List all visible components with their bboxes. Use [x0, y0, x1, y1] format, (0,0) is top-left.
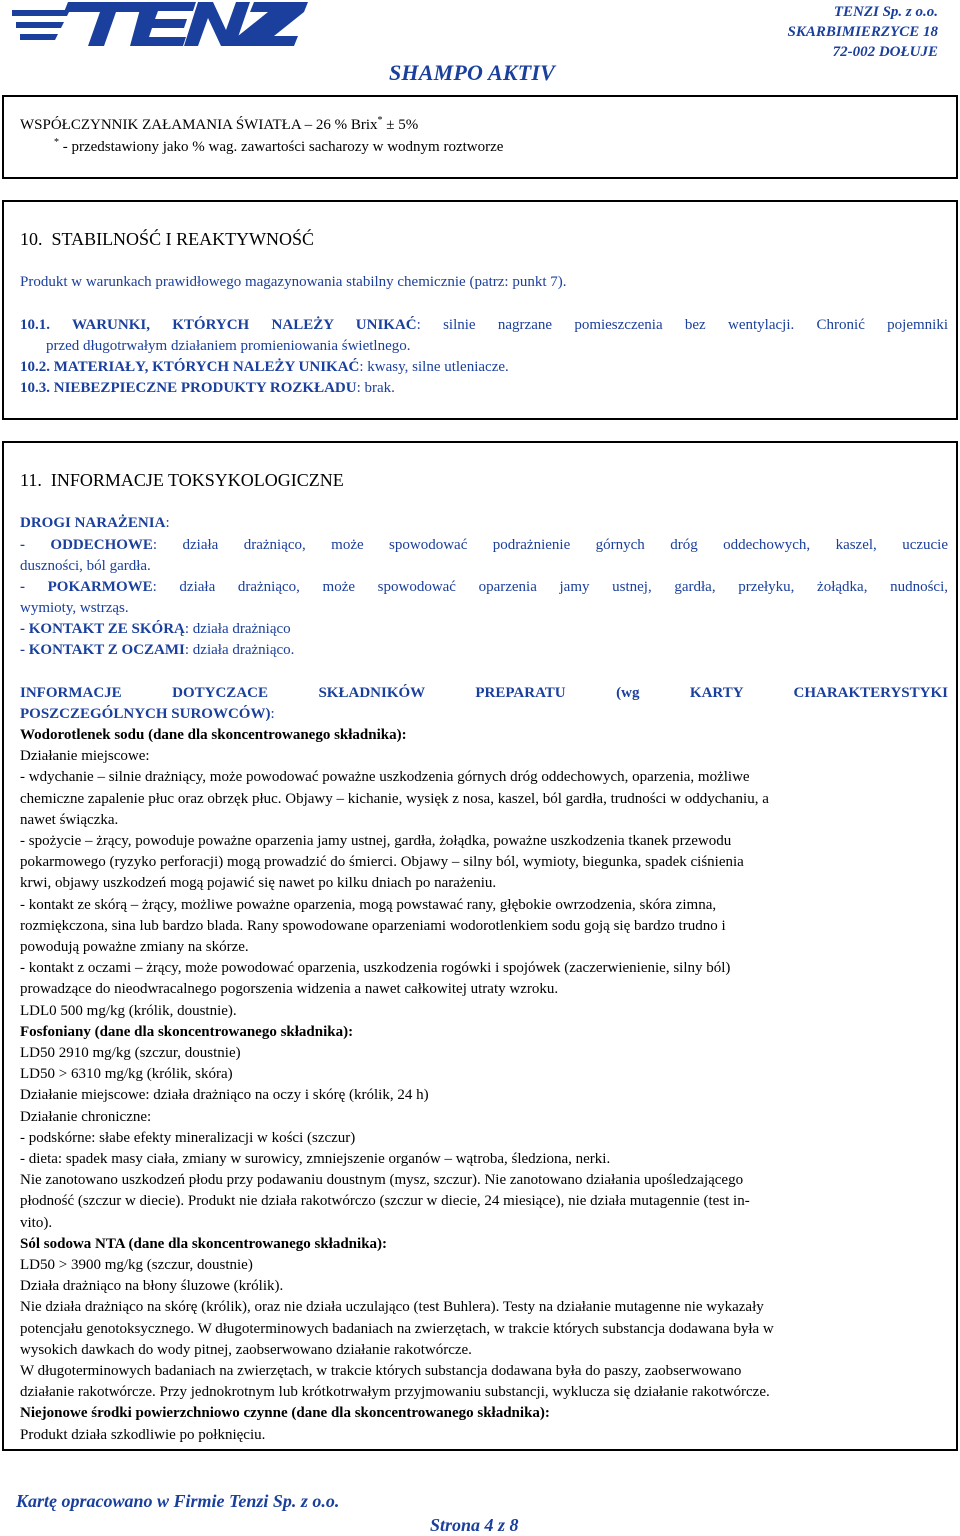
tox-line: pokarmowego (ryzyko perforacji) mogą prowadzić do śmierci. Objawy – silny ból, wymioty, biegunka, spadek ciśnienia [20, 854, 744, 871]
company-city: 72-002 DOŁUJE [832, 44, 938, 60]
section-11-number: 11. [20, 470, 42, 490]
eye-label: - KONTAKT Z OCZAMI [20, 642, 185, 658]
eye-text: : działa drażniąco. [184, 642, 295, 658]
tox-line: - dieta: spadek masy ciała, zmiany w surowicy, zmniejszenie organów – wątroba, śledziona, nerki. [20, 1151, 611, 1167]
oral-route [20, 577, 948, 598]
tox-line: płodność (szczur w diecie). Produkt nie działa rakotwórczo (szczur w diecie, 24 miesiące), nie działa mutagennie (test in- [20, 1193, 750, 1210]
section-11-heading [20, 470, 344, 491]
tox-line: LD50 > 6310 mg/kg (królik, skóra) [20, 1066, 233, 1083]
tox-line: Działanie chroniczne: [20, 1108, 152, 1125]
tox-line: działanie rakotwórcze. Przy jednokrotnym lub krótkotrwałym przyjmowaniu substancji, wyklucza się działanie rakotwórcze. [20, 1384, 770, 1401]
routes-label: DROGI NARAŻENIA [20, 515, 166, 531]
section-10-box [2, 200, 958, 420]
oral-text: : działa drażniąco, może spowodować oparzenia jamy ustnej, gardła, przełyku, żołądka, nudności, [152, 579, 948, 595]
company-name: TENZI Sp. z o.o. [833, 4, 938, 20]
tox-line: - kontakt z oczami – żrący, może powodować oparzenia, uszkodzenia rogówki i spojówek (zaczerwienienie, silny ból) [20, 960, 731, 977]
oral-cont: wymioty, wstrząs. [20, 600, 129, 616]
section-10-2 [20, 357, 509, 378]
tox-line: powodują poważne zmiany na skórze. [20, 939, 249, 955]
routes-colon: : [165, 515, 170, 531]
tox-line: krwi, objawy uszkodzeń mogą pojawić się nawet po kilku dniach po narażeniu. [20, 875, 497, 892]
section-11-title: INFORMACJE TOKSYKOLOGICZNE [50, 470, 344, 490]
tox-line: Fosfoniany (dane dla skoncentrowanego składnika): [20, 1023, 354, 1040]
skin-label: - KONTAKT ZE SKÓRĄ [20, 621, 185, 637]
routes-heading [20, 513, 170, 534]
section-11-box [2, 441, 958, 1451]
company-address [788, 2, 938, 62]
tox-line: nawet świączka. [20, 811, 119, 828]
tox-line: Działanie miejscowe: działa drażniąco na oczy i skórę (królik, 24 h) [20, 1087, 429, 1104]
section-10-3-text: : brak. [356, 380, 395, 396]
tox-line: - spożycie – żrący, powoduje poważne oparzenia jamy ustnej, gardła, żołądka, poważne uszkodzenia tkanek przewodu [20, 833, 732, 849]
footnote-text: - przedstawiony jako % wag. zawartości sacharozy w wodnym roztworze [59, 139, 504, 155]
tox-line: Działa drażniąco na błony śluzowe (królik). [20, 1278, 284, 1295]
skin-text: : działa drażniąco [184, 621, 291, 637]
tox-line: prowadzące do nieodwracalnego pogorszenia widzenia a nawet całkowitej utraty wzroku. [20, 981, 559, 998]
tox-line: Działanie miejscowe: [20, 748, 150, 765]
tox-line: Produkt działa szkodliwie po połknięciu. [20, 1426, 266, 1443]
tox-line: rozmiękczona, sina lub bardzo blada. Rany spowodowane oparzeniami wodorotlenkiem sodu goją się bardzo trudno i [20, 917, 726, 934]
tox-line: Nie zanotowano uszkodzeń płodu przy podawaniu doustnym (mysz, szczur). Nie zanotowano działania upośledzającego [20, 1172, 744, 1189]
tox-line: Niejonowe środki powierzchniowo czynne (dane dla skoncentrowanego składnika): [20, 1405, 550, 1422]
oral-label: - POKARMOWE [20, 579, 153, 595]
tox-line: vito). [20, 1214, 53, 1231]
product-name: SHAMPO AKTIV [389, 60, 556, 85]
inhalation-route [20, 535, 948, 556]
footnote-asterisk: * [54, 137, 59, 148]
section-10-1 [20, 315, 948, 336]
ingredients-colon: : [270, 706, 275, 722]
refraction-asterisk: * [377, 115, 383, 126]
skin-route [20, 619, 291, 640]
section-10-1-label: 10.1. WARUNKI, KTÓRYCH NALEŻY UNIKAĆ [20, 317, 417, 333]
company-street: SKARBIMIERZYCE 18 [787, 24, 938, 40]
tox-line: Sól sodowa NTA (dane dla skoncentrowanego składnika): [20, 1235, 388, 1252]
section-10-2-text: : kwasy, silne utleniacze. [359, 359, 509, 375]
tox-line: LD50 > 3900 mg/kg (szczur, doustnie) [20, 1257, 253, 1273]
tox-line: - kontakt ze skórą – żrący, możliwe poważne oparzenia, mogą powstawać rany, głębokie owrzodzenia, skóra zimna, [20, 896, 717, 913]
tox-line: wysokich dawkach do wody pitnej, zaobserwowano działanie rakotwórcze. [20, 1341, 472, 1358]
inhalation-cont: duszności, ból gardła. [20, 558, 151, 574]
ingredients-heading-line2 [20, 704, 275, 725]
section-10-3 [20, 378, 395, 399]
section-10-1-text: : silnie nagrzane pomieszczenia bez wentylacji. Chronić pojemniki [416, 317, 948, 333]
tox-line: LD50 2910 mg/kg (szczur, doustnie) [20, 1045, 241, 1061]
refraction-line [20, 115, 418, 136]
tox-line: W długoterminowych badaniach na zwierzętach, w trakcie których substancja dodawana była do paszy, zaobserwowano [20, 1363, 742, 1379]
footer-page-number: Strona 4 z 8 [430, 1515, 519, 1535]
section-10-number: 10. [20, 229, 43, 249]
refraction-text: WSPÓŁCZYNNIK ZAŁAMANIA ŚWIATŁA – 26 % Brix [20, 117, 378, 133]
footer-prepared-by: Kartę opracowano w Firmie Tenzi Sp. z o.o. [16, 1491, 340, 1511]
eye-route [20, 640, 294, 661]
section-10-3-label: 10.3. NIEBEZPIECZNE PRODUKTY ROZKŁADU [20, 380, 357, 396]
tox-line: potencjału genotoksycznego. W długoterminowych badaniach na zwierzętach, w trakcie których substancja dodawana była w [20, 1320, 774, 1337]
refraction-footnote [54, 137, 503, 158]
refraction-tolerance: ± 5% [382, 117, 419, 133]
tox-line: - podskórne: słabe efekty mineralizacji w kości (szczur) [20, 1129, 356, 1146]
tox-line: Wodorotlenek sodu (dane dla skoncentrowanego składnika): [20, 727, 407, 743]
tox-line: LDL0 500 mg/kg (królik, doustnie). [20, 1002, 237, 1019]
section-10-intro: Produkt w warunkach prawidłowego magazynowania stabilny chemicznie (patrz: punkt 7). [20, 274, 567, 290]
tox-line: - wdychanie – silnie drażniący, może powodować poważne uszkodzenia górnych dróg oddechowych, oparzenia, możliwe [20, 769, 750, 786]
ingredients-heading-tail: POSZCZEGÓLNYCH SUROWCÓW) [20, 706, 271, 722]
section-10-1-cont: przed długotrwałym działaniem promieniowania świetlnego. [46, 338, 411, 354]
section-10-heading [20, 229, 314, 250]
ingredients-heading-line1: INFORMACJE DOTYCZACE SKŁADNIKÓW PREPARATU (wg KARTY CHARAKTERYSTYKI [20, 685, 948, 701]
tox-line: Nie działa drażniąco na skórę (królik), oraz nie działa uczulająco (test Buhlera). Testy na działanie mutagenne nie wykazały [20, 1299, 764, 1316]
tox-line: chemiczne zapalenie płuc oraz obrzęk płuc. Objawy – kichanie, wysięk z nosa, kaszel, ból gardła, trudności w oddychaniu, a [20, 790, 769, 807]
inhalation-text: : działa drażniąco, może spowodować podrażnienie górnych dróg oddechowych, kaszel, uczucie [152, 537, 948, 553]
tenzi-logo [12, 0, 312, 48]
refraction-box [2, 95, 958, 179]
inhalation-label: - ODDECHOWE [20, 537, 153, 553]
section-10-title: STABILNOŚĆ I REAKTYWNOŚĆ [51, 229, 315, 249]
section-10-2-label: 10.2. MATERIAŁY, KTÓRYCH NALEŻY UNIKAĆ [20, 359, 360, 375]
